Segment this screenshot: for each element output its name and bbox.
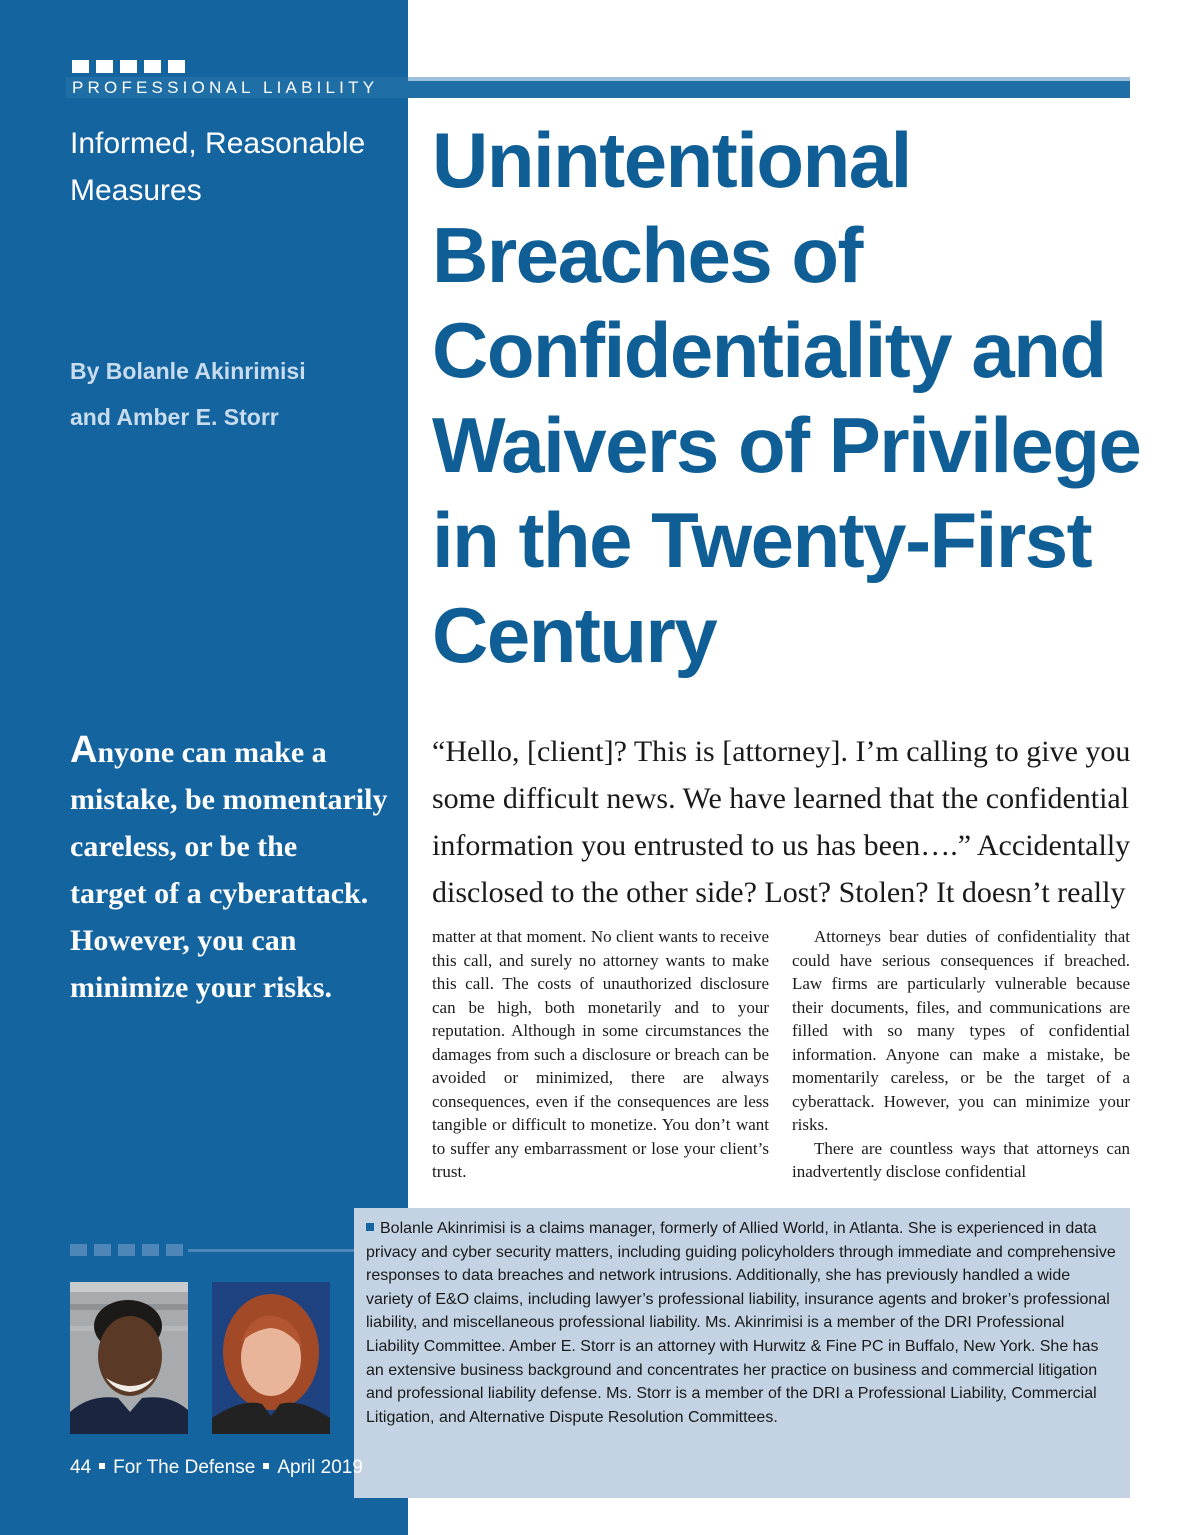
article-subtitle: Informed, Reasonable Measures xyxy=(70,127,366,207)
bio-bullet-icon xyxy=(366,1223,374,1231)
section-squares xyxy=(72,60,185,73)
separator-icon xyxy=(263,1463,269,1469)
body-column-1: matter at that moment. No client wants to receive this call, and surely no attorney wants to make this call. The costs of unauthorized disclosure can be high, both monetarily and to your reputation. Although in some circumstances the damages from such a disclosure or breach can be avoided or minimized, there are always consequences, even if the consequences are less tangible or difficult to monetize. You don’t want to suffer any embarrassment or lose your client’s trust. xyxy=(432,927,769,1181)
separator-icon xyxy=(99,1463,105,1469)
issue-date: April 2019 xyxy=(277,1457,363,1478)
bio-rule xyxy=(70,1244,360,1256)
intro-paragraph: “Hello, [client]? This is [attorney]. I’m calling to give you some difficult news. We have learned that the confidential information you entrusted to us has been….” Accidentally disclosed to the other side? Lost? Stolen? It doesn’t really xyxy=(432,735,1131,909)
page-footer xyxy=(70,1455,363,1481)
publication-name: For The Defense xyxy=(113,1457,256,1478)
author-byline: By Bolanle Akinrimisi and Amber E. Storr xyxy=(70,358,306,430)
page-number: 44 xyxy=(70,1457,92,1478)
pull-quote: Anyone can make a mistake, be momentarily careless, or be the target of a cyberattack. However, you can minimize your risks. xyxy=(70,729,388,1004)
section-label: PROFESSIONAL LIABILITY xyxy=(72,78,379,97)
author-photo-storr xyxy=(212,1282,330,1434)
author-bio-box: Bolanle Akinrimisi is a claims manager, formerly of Allied World, in Atlanta. She is experienced in data privacy and cyber security matters, including guiding policyholders through immediate and comprehensive responses to data breaches and network intrusions. Additionally, she has previously handled a wide variety of E&O claims, including lawyer’s professional liability, insurance agents and broker’s professional liability, and miscellaneous professional liability. Ms. Akinrimisi is a member of the DRI Professional Liability Committee. Amber E. Storr is an attorney with Hurwitz & Fine PC in Buffalo, New York. She has an extensive business background and concentrates her practice on business and commercial litigation and professional liability defense. Ms. Storr is a member of the DRI a Professional Liability, Commercial Litigation, and Alternative Dispute Resolution Committees. xyxy=(354,1208,1130,1498)
body-column-2: Attorneys bear duties of confidentiality that could have serious consequences if breached. Law firms are particularly vulnerable because their documents, files, and communications are filled with so many types of confidential information. Anyone can make a mistake, be momentarily careless, or be the target of a cyberattack. However, you can minimize your risks. There are countless ways that attorneys can inadvertently disclose confidential xyxy=(792,927,1130,1181)
article-headline: Unintentional Breaches of Confidentiality and Waivers of Privilege in the Twenty-First Century xyxy=(432,116,1141,679)
drop-cap: A xyxy=(70,729,98,771)
author-photo-akinrimisi xyxy=(70,1282,188,1434)
